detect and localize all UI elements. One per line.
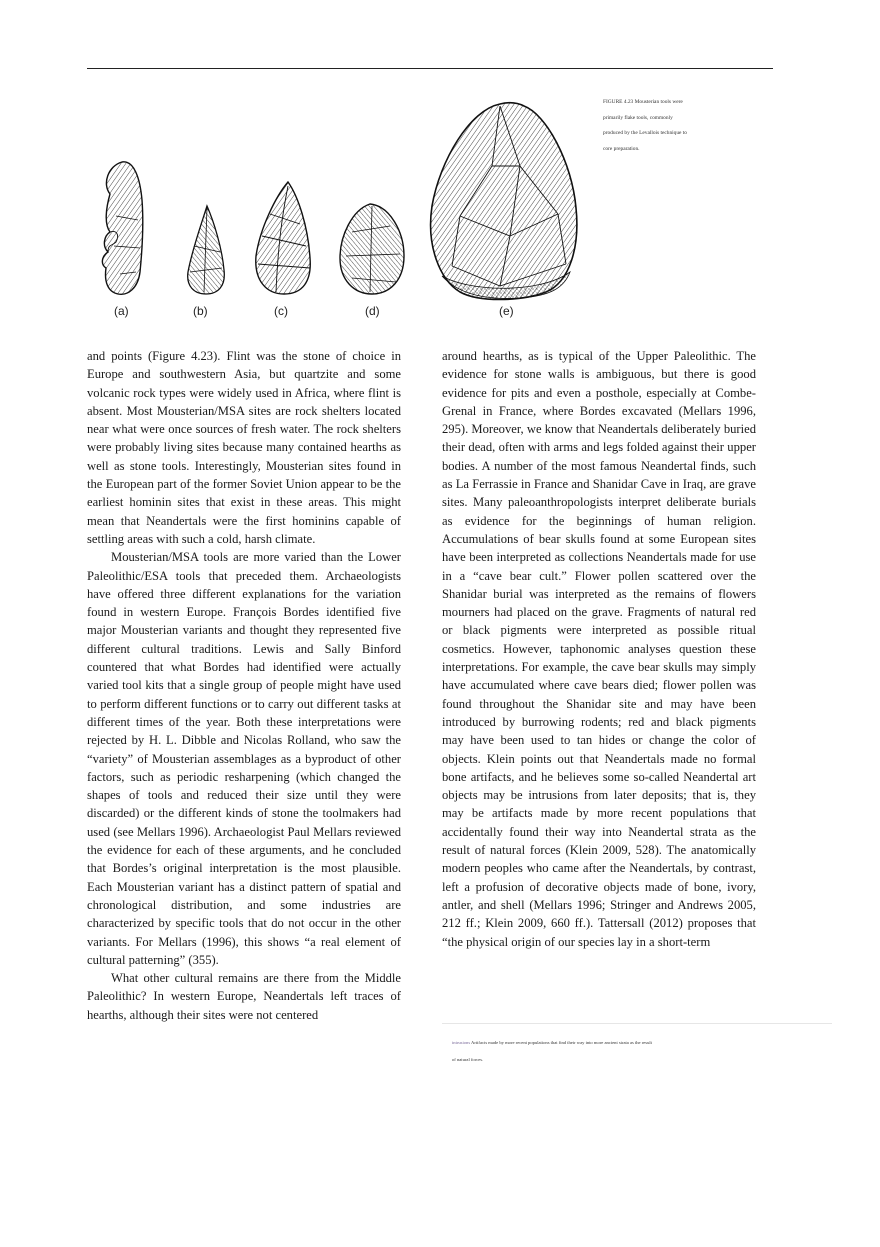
glossary-footnote	[452, 1034, 652, 1068]
left-paragraph: and points (Figure 4.23). Flint was the stone of choice in Europe and southwestern Asia, but quartzite and some volcanic rock types were widely used in Africa, where flint is absent. Most Mousterian/MSA sites are rock shelters located near what were once sources of fresh water. The rock shelters were probably living sites because many contained hearths as well as stone tools. Interestingly, Mousterian sites found in the European part of the former Soviet Union appear to be the earliest hominin sites that exist in these areas. This might mean that Neandertals were the first hominins capable of settling areas with such a cold, harsh climate.	[87, 349, 401, 546]
mousterian-tools-illustration	[80, 96, 600, 328]
right-column	[442, 347, 756, 951]
tool-label-e: (e)	[499, 304, 514, 318]
glossary-definition: Artifacts made by more recent populations that find their way into more ancient strata as the result of natural forces.	[452, 1040, 652, 1062]
glossary-term: intrusions	[452, 1040, 471, 1045]
figure-caption: FIGURE 4.23 Mousterian tools were primarily flake tools, commonly produced by the Levallois technique to core preparation.	[603, 99, 687, 152]
header-rule	[87, 68, 773, 69]
left-column	[87, 347, 401, 1024]
tool-c-point	[256, 182, 310, 294]
tool-a-scraper	[102, 162, 142, 294]
tool-b-point	[188, 206, 225, 294]
figure-4-23	[80, 96, 600, 328]
tool-label-a: (a)	[114, 304, 129, 318]
left-paragraph: Mousterian/MSA tools are more varied than the Lower Paleolithic/ESA tools that preceded them. Archaeologists have offered three different explanations for the variation found in western Europe. François Bordes identified five major Mousterian variants and thought they represented five different cultural traditions. Lewis and Sally Binford countered that what Bordes had identified were actually varied tool kits that a single group of people might have used to perform different functions or to carry out different tasks at different times of the year. Both these interpretations were rejected by H. L. Dibble and Nicolas Rolland, who saw the “variety” of Mousterian assemblages as a byproduct of other factors, such as periodic resharpening (which changed the shapes of tools and reduced their size until they were discarded) or the different kinds of stone the toolmakers had used (see Mellars 1996). Archaeologist Paul Mellars reviewed the evidence for each of these arguments, and he concluded that Bordes’s original interpretation is the most plausible. Each Mousterian variant has a distinct pattern of spatial and chronological distribution, and some industries are characterized by specific tools that do not occur in the other variants. For Mellars (1996), this shows “a real element of cultural patterning” (355).	[87, 550, 401, 967]
footnote-rule	[442, 1023, 832, 1024]
tool-e-large-handaxe	[431, 103, 577, 300]
tool-d-handaxe	[340, 204, 404, 294]
right-paragraph: around hearths, as is typical of the Upper Paleolithic. The evidence for stone walls is ambiguous, but there is good evidence for pits and even a posthole, especially at Combe-Grenal in France, where Bordes excavated (Mellars 1996, 295). Moreover, we know that Neandertals deliberately buried their dead, often with arms and legs folded against their upper bodies. A number of the most famous Neandertal finds, such as La Ferrassie in France and Shanidar Cave in Iraq, are grave sites. Many paleoanthropologists interpret deliberate burials as evidence for the beginnings of human religion. Accumulations of bear skulls found at some European sites have been interpreted as collections Neandertals made for use in a “cave bear cult.” Flower pollen scattered over the Shanidar burial was interpreted as the remains of flowers mourners had placed on the grave. Fragments of natural red or black pigments were interpreted as possible ritual cosmetics. However, taphonomic analyses question these interpretations. For example, the cave bear skulls may simply have accumulated where cave bears died; flower pollen was found throughout the Shanidar site and may have been introduced by burrowing rodents; red and black pigments may have been used to tan hides or change the color of objects. Klein points out that Neandertals made no formal bone artifacts, and he believes some so-called Neandertal art objects may be intrusions from later deposits; that is, they may be artifacts made by more recent populations that accidentally found their way into Neandertal strata as the result of natural forces (Klein 2009, 528). The anatomically modern peoples who came after the Neandertals, by contrast, left a profusion of decorative objects made of bone, ivory, antler, and shell (Mellars 1996; Stringer and Andrews 2005, 212 ff.; Klein 2009, 660 ff.). Tattersall (2012) proposes that “the physical origin of our species lay in a short-term	[442, 349, 756, 949]
tool-label-c: (c)	[274, 304, 288, 318]
tool-label-b: (b)	[193, 304, 208, 318]
tool-label-d: (d)	[365, 304, 380, 318]
left-paragraph: What other cultural remains are there from the Middle Paleolithic? In western Europe, Neandertals left traces of hearths, although their sites were not centered	[87, 971, 401, 1022]
